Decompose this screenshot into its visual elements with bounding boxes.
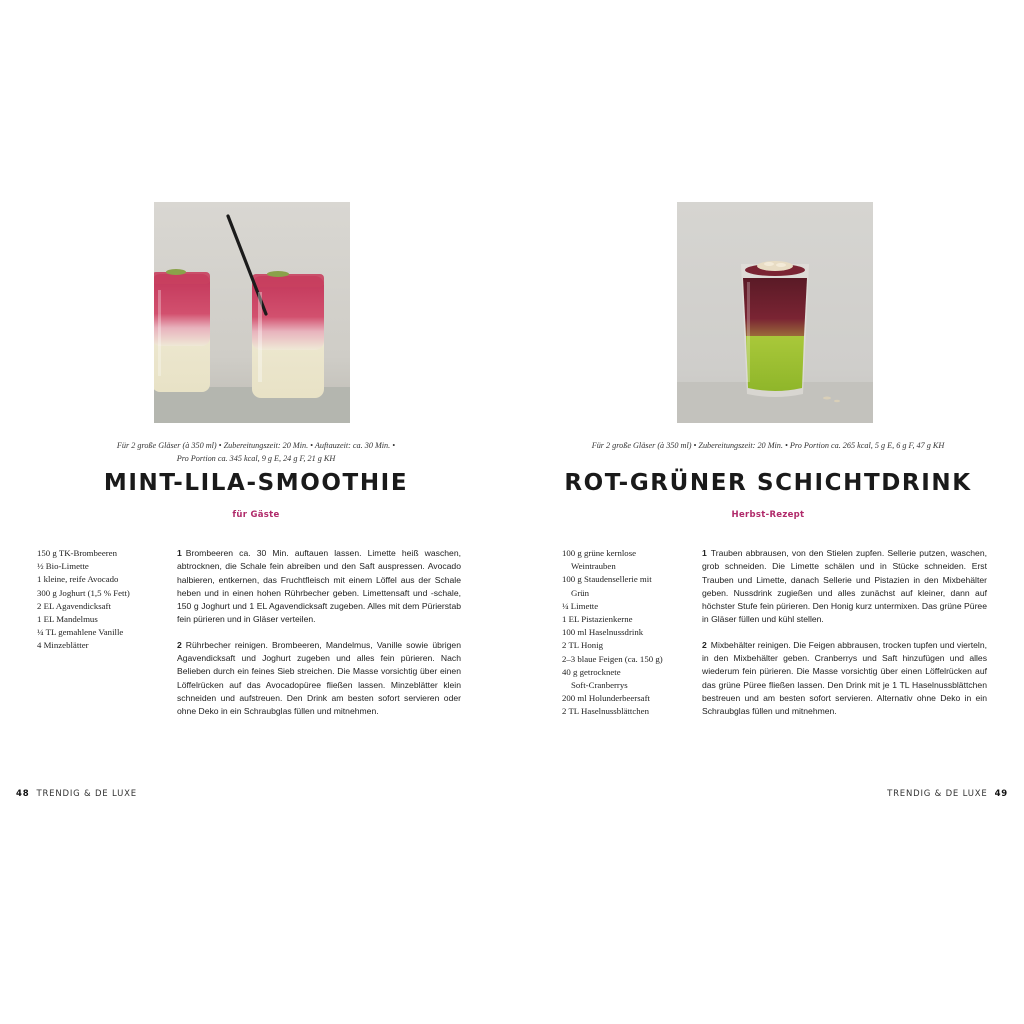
list-item: [562, 547, 682, 573]
ingredient-continuation: Grün: [571, 587, 590, 598]
page-number: 48: [16, 789, 30, 799]
layered-drink-illustration: [677, 202, 873, 423]
ingredient-main: 100 g grüne kernlose: [562, 548, 637, 558]
list-item: [562, 692, 682, 705]
ingredient-main: 2–3 blaue Feigen (ca. 150 g): [562, 653, 663, 664]
step-1: [177, 547, 461, 627]
ingredient-main: 1 EL Pistazienkerne: [562, 614, 633, 625]
ingredient-continuation: Weintrauben: [571, 561, 616, 572]
ingredient-main: 40 g getrocknete: [562, 666, 621, 677]
step-text: Mixbehälter reinigen. Die Feigen abbrausen, trocken tupfen und vierteln, in den Mixbehälter geben. Cranberrys und Saft hinzufügen und alles wiederum fein pürieren. Die Masse vorsichtig über einen Löffelrücken auf das grüne Püree fließen lassen. Den Drink mit je 1 TL Haselnussblättchen bestreuen und am besten sofort servieren. Alternativ ohne Deko in ein Schraubglas füllen und mitnehmen.: [702, 639, 987, 717]
ingredient-continuation: Soft-Cranberrys: [571, 680, 628, 691]
step-number: 2: [702, 639, 707, 650]
recipe-subtitle: Herbst-Rezept: [731, 510, 805, 520]
list-item: 2 EL Agavendicksaft: [37, 600, 111, 611]
step-2: [702, 639, 987, 719]
right-page: [512, 0, 1024, 1024]
list-item: 1 kleine, reife Avocado: [37, 574, 119, 585]
recipe-meta: [542, 439, 994, 452]
layered-drink-photo: [677, 202, 873, 423]
ingredient-main: 200 ml Holunderbeersaft: [562, 693, 650, 704]
recipe-title: ROT-GRÜNER SCHICHTDRINK: [564, 470, 972, 496]
list-item: ¼ TL gemahlene Vanille: [37, 627, 124, 638]
list-item: [562, 639, 682, 652]
smoothie-jars-illustration: [154, 202, 350, 423]
ingredient-list: [562, 547, 682, 719]
list-item: 1 EL Mandelmus: [37, 614, 98, 625]
section-label: TRENDIG & DE LUXE: [887, 789, 988, 799]
page-number: 49: [994, 789, 1008, 799]
ingredient-main: 2 TL Haselnussblättchen: [562, 706, 649, 717]
instructions: [702, 547, 987, 731]
step-number: 1: [177, 548, 182, 558]
ingredient-main: 2 TL Honig: [562, 640, 604, 651]
meta-line-1: Für 2 große Gläser (à 350 ml) • Zubereitungszeit: 20 Min. • Auftauzeit: ca. 30 Min. •: [116, 441, 396, 450]
page-footer: [16, 789, 137, 799]
list-item: ½ Bio-Limette: [37, 561, 89, 572]
step-text: Brombeeren ca. 30 Min. auftauen lassen. Limette heiß waschen, abtrocknen, die Schale fein abreiben und den Saft auspressen. Avocado halbieren, entkernen, das Fruchtfleisch mit einem Löffel aus der Schale heben und in einen hohen Rührbecher geben. Limettensaft und -schale, 150 g Joghurt und 1 EL Agavendicksaft zugeben. Alles mit dem Pürierstab fein pürieren und in Gläser verteilen.: [177, 548, 461, 625]
list-item: 300 g Joghurt (1,5 % Fett): [37, 587, 130, 598]
recipe-title: MINT-LILA-SMOOTHIE: [103, 470, 409, 496]
step-text: Rührbecher reinigen. Brombeeren, Mandelmus, Vanille sowie übrigen Agavendicksaft und Joghurt zugeben und alles fein pürieren. Nach Belieben durch ein feines Sieb streichen. Die Masse vorsichtig über einen Löffelrücken auf das Avocadopüree fließen lassen. Minzeblätter klein schneiden und aufstreuen. Den Drink am besten sofort servieren oder ohne Deko in ein Schraubglas füllen und mitnehmen.: [177, 639, 461, 717]
page-footer: [887, 789, 1008, 799]
section-label: TRENDIG & DE LUXE: [36, 789, 137, 799]
list-item: [562, 705, 682, 718]
list-item: [562, 600, 682, 613]
list-item: [562, 653, 682, 666]
meta-line-1: Für 2 große Gläser (à 350 ml) • Zubereitungszeit: 20 Min. • Pro Portion ca. 265 kcal, 5 g E, 6 g F, 47 g KH: [591, 441, 945, 450]
meta-line-2: Pro Portion ca. 345 kcal, 9 g E, 24 g F, 21 g KH: [176, 454, 336, 463]
ingredient-list: [37, 547, 167, 653]
smoothie-photo: [154, 202, 350, 423]
list-item: 150 g TK-Brombeeren: [37, 548, 117, 558]
list-item: [562, 666, 682, 692]
instructions: [177, 547, 461, 731]
list-item: 4 Minzeblätter: [37, 640, 89, 651]
ingredient-main: 100 ml Haselnussdrink: [562, 627, 644, 638]
step-1: [702, 547, 987, 627]
step-number: 2: [177, 639, 182, 650]
ingredient-main: ¼ Limette: [562, 600, 599, 611]
ingredient-main: 100 g Staudensellerie mit: [562, 574, 652, 585]
list-item: [562, 613, 682, 626]
step-text: Trauben abbrausen, von den Stielen zupfen. Sellerie putzen, waschen, grob schneiden. Die Limette schälen und in Stücke schneiden. Erst Trauben und Limette, danach Sellerie und Pistazien in den Mixbehälter geben. Nussdrink zugießen und alles zunächst auf kleiner, dann auf höchster Stufe fein pürieren. Den Honig kurz untermixen. Das grüne Püree in Gläser füllen und kühl stellen.: [702, 548, 987, 625]
recipe-meta: [30, 439, 482, 465]
step-number: 1: [702, 548, 707, 558]
list-item: [562, 573, 682, 599]
step-2: [177, 639, 461, 719]
recipe-subtitle: für Gäste: [232, 510, 280, 520]
list-item: [562, 626, 682, 639]
